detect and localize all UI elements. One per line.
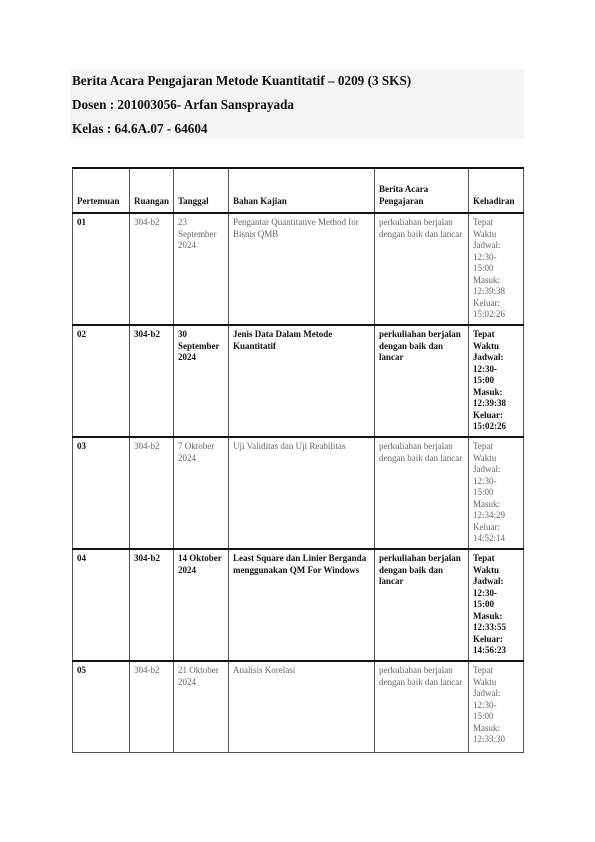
- cell-ruangan: 304-b2: [130, 325, 174, 437]
- document-header: [70, 70, 524, 138]
- kehadiran-line: Masuk:: [473, 498, 500, 509]
- kehadiran-line: Tepat: [473, 665, 493, 675]
- cell-tanggal: 7 Oktober 2024: [174, 437, 229, 549]
- kehadiran-line: 15:02:26: [473, 421, 506, 431]
- cell-ruangan: 304-b2: [130, 437, 174, 549]
- table-row: [73, 325, 524, 437]
- kehadiran-line: Tepat: [473, 553, 495, 563]
- cell-ruangan: 304-b2: [130, 549, 174, 661]
- kehadiran-line: Keluar:: [473, 297, 500, 308]
- cell-tanggal: 21 Oktober 2024: [174, 661, 229, 753]
- kehadiran-line: 15:00: [473, 263, 494, 273]
- cell-bahan-kajian: Analisis Korelasi: [229, 661, 375, 753]
- cell-tanggal: 23 September 2024: [174, 213, 229, 325]
- cell-tanggal: 14 Oktober 2024: [174, 549, 229, 661]
- kehadiran-line: Masuk:: [473, 722, 500, 733]
- cell-pertemuan: 04: [73, 549, 130, 661]
- class-line: Kelas : 64.6A.07 - 64604: [72, 121, 208, 136]
- cell-bahan-kajian: Uji Validitas dan Uji Reabilitas: [229, 437, 375, 549]
- table-header-row: [73, 168, 524, 213]
- kehadiran-line: Waktu: [473, 452, 497, 463]
- cell-pertemuan: 03: [73, 437, 130, 549]
- kehadiran-line: 12:30-: [473, 363, 497, 374]
- kehadiran-line: Keluar:: [473, 521, 500, 532]
- kehadiran-line: Jadwal:: [473, 240, 501, 250]
- col-header-berita-acara: Berita Acara Pengajaran: [375, 168, 469, 213]
- kehadiran-line: 15:00: [473, 599, 494, 609]
- kehadiran-line: Jadwal:: [473, 464, 501, 474]
- cell-bahan-kajian: Pengantar Quantitative Method for Bisnis QMB: [229, 213, 375, 325]
- lecturer-line: Dosen : 201003056- Arfan Sansprayada: [72, 97, 295, 112]
- kehadiran-line: 15:00: [473, 487, 494, 497]
- kehadiran-line: 12:34:29: [473, 510, 506, 520]
- table-row: [73, 549, 524, 661]
- table-row: [73, 437, 524, 549]
- cell-berita-acara: perkuliahan berjalan dengan baik dan lancar: [375, 549, 469, 661]
- table-row: [73, 661, 524, 753]
- kehadiran-line: Waktu: [473, 564, 500, 575]
- col-header-tanggal: Tanggal: [174, 168, 229, 213]
- kehadiran-line: Masuk:: [473, 386, 503, 397]
- cell-kehadiran: [469, 549, 524, 661]
- kehadiran-line: Tepat: [473, 329, 495, 339]
- kehadiran-line: 15:00: [473, 375, 494, 385]
- kehadiran-line: Waktu: [473, 676, 497, 687]
- cell-kehadiran: [469, 437, 524, 549]
- col-header-ruangan: Ruangan: [130, 168, 174, 213]
- cell-berita-acara: perkuliahan berjalan dengan baik dan lancar: [375, 661, 469, 753]
- kehadiran-line: 12:39:38: [473, 398, 506, 408]
- cell-ruangan: 304-b2: [130, 213, 174, 325]
- kehadiran-line: 15:00: [473, 711, 494, 721]
- col-header-pertemuan: Pertemuan: [73, 168, 130, 213]
- kehadiran-line: 12:30-: [473, 475, 497, 486]
- cell-kehadiran: [469, 661, 524, 753]
- kehadiran-line: Jadwal:: [473, 688, 501, 698]
- table-row: [73, 213, 524, 325]
- cell-pertemuan: 02: [73, 325, 130, 437]
- cell-bahan-kajian: Least Square dan Linier Berganda menggunakan QM For Windows: [229, 549, 375, 661]
- kehadiran-line: Tepat: [473, 217, 493, 227]
- kehadiran-line: 14:52:14: [473, 533, 506, 543]
- kehadiran-line: 12:33:30: [473, 734, 506, 744]
- kehadiran-line: Keluar:: [473, 633, 503, 644]
- cell-kehadiran: [469, 213, 524, 325]
- cell-berita-acara: perkuliahan berjalan dengan baik dan lancar: [375, 437, 469, 549]
- cell-pertemuan: 01: [73, 213, 130, 325]
- kehadiran-line: 12:30-: [473, 699, 497, 710]
- kehadiran-line: Waktu: [473, 340, 500, 351]
- kehadiran-line: 12:30-: [473, 251, 497, 262]
- attendance-table: [72, 167, 524, 753]
- kehadiran-line: Keluar:: [473, 409, 503, 420]
- cell-ruangan: 304-b2: [130, 661, 174, 753]
- col-header-bahan-kajian: Bahan Kajian: [229, 168, 375, 213]
- kehadiran-line: Masuk:: [473, 610, 503, 621]
- kehadiran-line: Jadwal:: [473, 352, 504, 362]
- cell-pertemuan: 05: [73, 661, 130, 753]
- cell-kehadiran: [469, 325, 524, 437]
- kehadiran-line: Jadwal:: [473, 576, 504, 586]
- cell-berita-acara: perkuliahan berjalan dengan baik dan lancar: [375, 325, 469, 437]
- kehadiran-line: 12:30-: [473, 587, 497, 598]
- kehadiran-line: 14:56:23: [473, 645, 506, 655]
- cell-berita-acara: perkuliahan berjalan dengan baik dan lancar: [375, 213, 469, 325]
- kehadiran-line: Waktu: [473, 228, 497, 239]
- kehadiran-line: Masuk:: [473, 274, 500, 285]
- kehadiran-line: Tepat: [473, 441, 493, 451]
- kehadiran-line: 12:39:38: [473, 286, 506, 296]
- kehadiran-line: 12:33:55: [473, 622, 506, 632]
- document-title: Berita Acara Pengajaran Metode Kuantitatif – 0209 (3 SKS): [72, 73, 412, 88]
- cell-tanggal: 30 September 2024: [174, 325, 229, 437]
- cell-bahan-kajian: Jenis Data Dalam Metode Kuantitatif: [229, 325, 375, 437]
- kehadiran-line: 15:02:26: [473, 309, 506, 319]
- col-header-kehadiran: Kehadiran: [469, 168, 524, 213]
